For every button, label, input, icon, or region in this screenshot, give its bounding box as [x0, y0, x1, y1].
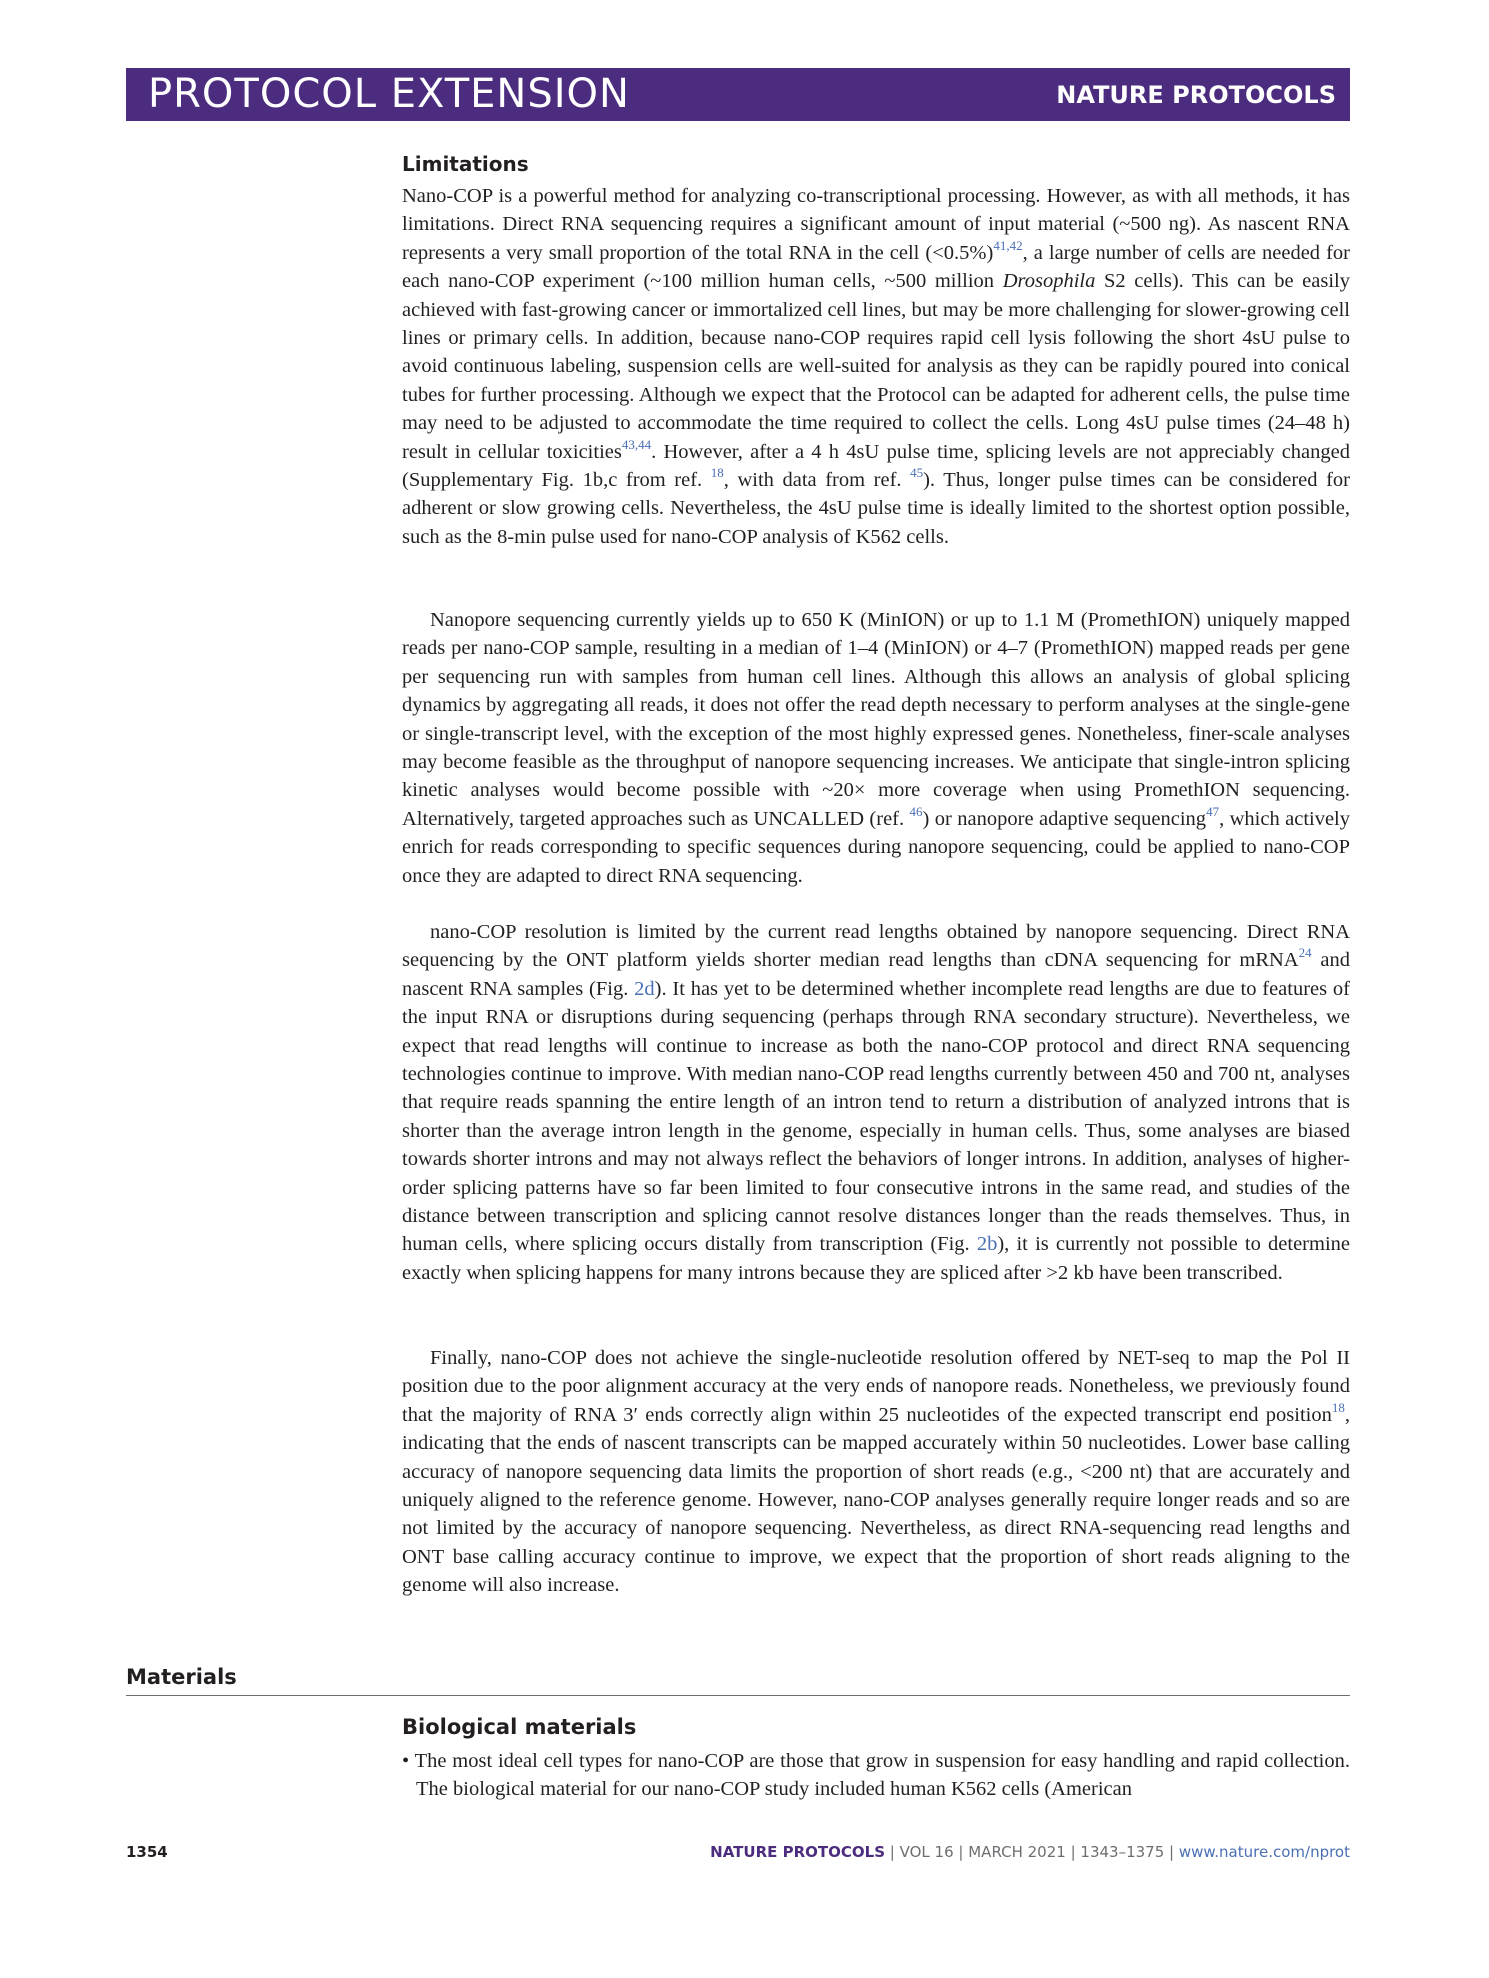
- footer-volume: VOL 16: [899, 1843, 954, 1861]
- limitations-paragraph-2: Nanopore sequencing currently yields up to 650 K (MinION) or up to 1.1 M (PromethION) uniquely mapped reads per nano-COP sample, resulting in a median of 1–4 (MinION) or 4–7 (PromethION) mapped reads per gene per sequencing run with samples from human cell lines. Although this allows an analysis of global splicing dynamics by aggregating all reads, it does not offer the read depth necessary to perform analyses at the single-gene or single-transcript level, with the exception of the most highly expressed genes. Nonetheless, finer-scale analyses may become feasible as the throughput of nanopore sequencing increases. We anticipate that single-intron splicing kinetic analyses would become possible with ~20× more coverage when using PromethION sequencing. Alternatively, targeted approaches such as UNCALLED (ref. $^{46}$) or nanopore adaptive sequencing$^{47}$, which actively enrich for reads corresponding to specific sequences during nanopore sequencing, could be applied to nano-COP once they are adapted to direct RNA sequencing.: [402, 609, 1351, 887]
- citation[interactable]: 47: [1206, 803, 1220, 819]
- limitations-paragraph-3: nano-COP resolution is limited by the current read lengths obtained by nanopore sequencing. Direct RNA sequencing by the ONT platform yields shorter median read lengths than cDNA sequencing for mRNA$^{24}$ and nascent RNA samples (Fig. 2d). It has yet to be determined whether incomplete read lengths are due to features of the input RNA or disruptions during sequencing (perhaps through RNA secondary structure). Nevertheless, we expect that read lengths will continue to increase as both the nano-COP protocol and direct RNA sequencing technologies continue to improve. With median nano-COP read lengths currently between 450 and 700 nt, analyses that require reads spanning the entire length of an intron tend to return a distribution of analyzed introns that is shorter than the average intron length in the genome, especially in human cells. Thus, some analyses are biased towards shorter introns and may not always reflect the behaviors of longer introns. In addition, analyses of higher-order splicing patterns have so far been limited to four consecutive introns in the same read, and studies of the distance between transcription and splicing cannot resolve distances longer than the reads themselves. Thus, in human cells, where splicing occurs distally from transcription (Fig. 2b), it is currently not possible to determine exactly when splicing happens for many introns because they are spliced after >2 kb have been transcribed.: [402, 921, 1350, 1284]
- footer-journal: NATURE PROTOCOLS: [710, 1843, 886, 1861]
- citation[interactable]: 24: [1298, 945, 1312, 961]
- footer-url[interactable]: www.nature.com/nprot: [1178, 1843, 1350, 1861]
- citation[interactable]: 18: [1331, 1399, 1345, 1415]
- section-label: PROTOCOL EXTENSION: [148, 71, 630, 117]
- citation[interactable]: 18: [710, 465, 724, 481]
- limitations-paragraph-4: Finally, nano-COP does not achieve the single-nucleotide resolution offered by NET-seq to map the Pol II position due to the poor alignment accuracy at the very ends of nanopore reads. Nonetheless, we previously found that the majority of RNA 3′ ends correctly align within 25 nucleotides of the expected transcript end position$^{18}$, indicating that the ends of nascent transcripts can be mapped accurately within 50 nucleotides. Lower base calling accuracy of nanopore sequencing data limits the proportion of short reads (e.g., <200 nt) that are accurately and uniquely aligned to the reference genome. However, nano-COP analyses generally require longer reads and so are not limited by the accuracy of nanopore sequencing. Nevertheless, as direct RNA-sequencing read lengths and ONT base calling accuracy continue to improve, we expect that the proportion of short reads aligning to the genome will also increase.: [402, 1347, 1350, 1597]
- materials-bullet: • The most ideal cell types for nano-COP are those that grow in suspension for easy handling and rapid collection. The biological material for our nano-COP study included human K562 cells (American: [402, 1750, 1350, 1801]
- figure-link[interactable]: 2b: [976, 1233, 998, 1256]
- footer-date: MARCH 2021: [968, 1843, 1066, 1861]
- header-bar: [126, 68, 1350, 121]
- citation[interactable]: 43,44: [621, 436, 652, 452]
- footer-pages: 1343–1375: [1080, 1843, 1165, 1861]
- limitations-paragraph-1: Nano-COP is a powerful method for analyzing co-transcriptional processing. However, as with all methods, it has limitations. Direct RNA sequencing requires a significant amount of input material (~500 ng). As nascent RNA represents a very small proportion of the total RNA in the cell (<0.5%)$^{41,42}$, a large number of cells are needed for each nano-COP experiment (~100 million human cells, ~500 million Drosophila S2 cells). This can be easily achieved with fast-growing cancer or immortalized cell lines, but may be more challenging for slower-growing cell lines or primary cells. In addition, because nano-COP requires rapid cell lysis following the short 4sU pulse to avoid continuous labeling, suspension cells are well-suited for analysis as they can be rapidly poured into conical tubes for further processing. Although we expect that the Protocol can be adapted for adherent cells, the pulse time may need to be adjusted to accommodate the time required to collect the cells. Long 4sU pulse times (24–48 h) result in cellular toxicities$^{43,44}$. However, after a 4 h 4sU pulse time, splicing levels are not appreciably changed (Supplementary Fig. 1b,c from ref. $^{18}$, with data from ref. $^{45}$). Thus, longer pulse times can be considered for adherent or slow growing cells. Nevertheless, the 4sU pulse time is ideally limited to the shortest option possible, such as the 8-min pulse used for nano-COP analysis of K562 cells.: [402, 185, 1351, 548]
- page-number: 1354: [126, 1843, 168, 1861]
- figure-link[interactable]: 2d: [634, 977, 655, 1000]
- limitations-heading: Limitations: [402, 152, 529, 176]
- citation[interactable]: 41,42: [993, 237, 1023, 253]
- biological-materials-heading: Biological materials: [402, 1715, 637, 1739]
- footer-citation: NATURE PROTOCOLS | VOL 16 | MARCH 2021 | 1343–1375 | www.nature.com/nprot: [710, 1843, 1350, 1861]
- section-divider: [126, 1695, 1350, 1696]
- materials-heading: Materials: [126, 1665, 237, 1689]
- citation[interactable]: 46: [909, 803, 923, 819]
- citation[interactable]: 45: [910, 465, 924, 481]
- journal-name: NATURE PROTOCOLS: [1056, 81, 1336, 109]
